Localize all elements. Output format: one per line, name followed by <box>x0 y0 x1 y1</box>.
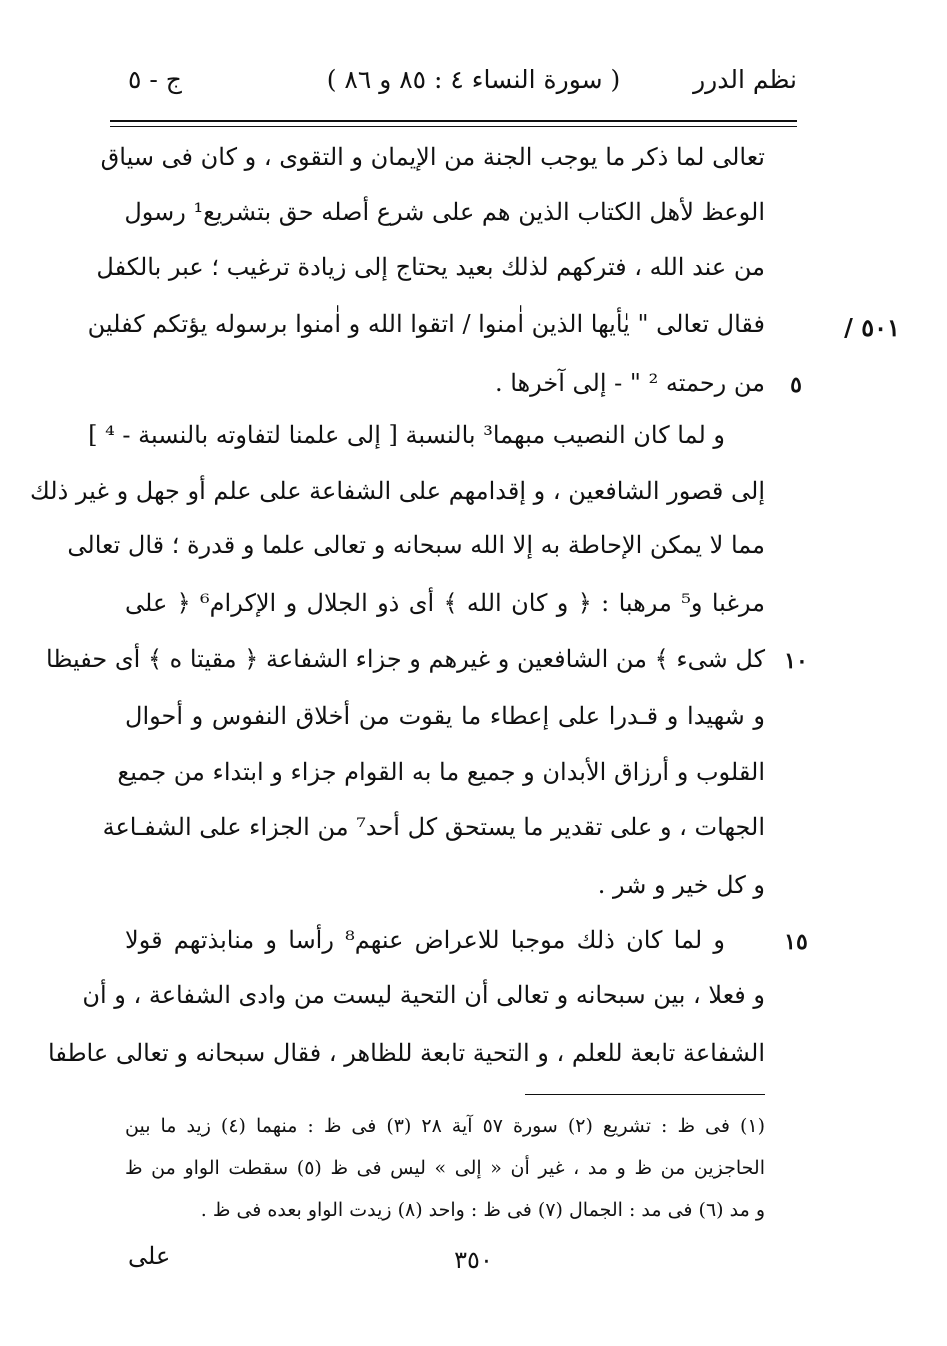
book-title: نظم الدرر <box>693 65 797 94</box>
line-number: ١٠ <box>784 648 808 674</box>
volume-number: ج - ٥ <box>128 65 182 94</box>
header-rule-thin <box>110 126 797 127</box>
catchword: على <box>128 1242 171 1270</box>
text-line: و فعلا ، بين سبحانه و تعالى أن التحية ليست من وادى الشفاعة ، و أن <box>82 981 765 1009</box>
text-line: مما لا يمكن الإحاطة به إلا الله سبحانه و تعالى علما و قدرة ؛ قال تعالى <box>67 531 765 559</box>
text-line: الشفاعة تابعة للعلم ، و التحية تابعة للظاهر ، فقال سبحانه و تعالى عاطفا <box>48 1039 765 1067</box>
text-line: و كل خير و شر . <box>597 871 765 899</box>
text-line: من رحمته ² " - إلى آخرها . <box>494 369 765 397</box>
text-line: من عند الله ، فتركهم لذلك بعيد يحتاج إلى زيادة ترغيب ؛ عبر بالكفل <box>96 253 765 281</box>
footnote-line: و مد (٦) فى مد : الجمال (٧) فى ظ : واحد (٨) زيدت الواو بعده فى ظ . <box>200 1199 765 1221</box>
header-rule <box>110 120 797 122</box>
text-line: الجهات ، و على تقدير ما يستحق كل أحد⁷ من الجزاء على الشفـاعة <box>102 813 765 841</box>
text-line: فقال تعالى " يٰأيها الذين اٰمنوا / اتقوا الله و اٰمنوا برسوله يؤتكم كفلين <box>87 310 765 338</box>
text-line: مرغبا و⁵ مرهبا : ﴿ و كان الله ﴾ أى ذو الجلال و الإكرام⁶ ﴿ على <box>125 589 766 617</box>
text-line: كل شىء ﴾ من الشافعين و غيرهم و جزاء الشفاعة ﴿ مقيتا ه ﴾ أى حفيظا <box>46 645 765 673</box>
footnote-line: الحاجزين من ظ و مد ، غير أن « إلى » ليس فى ظ (٥) سقطت الواو من ظ <box>125 1157 765 1179</box>
footnote-rule <box>525 1094 765 1095</box>
text-line: الوعظ لأهل الكتاب الذين هم على شرع أصله حق بتشريع¹ رسول <box>124 198 765 226</box>
text-line: تعالى لما ذكر ما يوجب الجنة من الإيمان و التقوى ، و كان فى سياق <box>100 143 765 171</box>
text-line: إلى قصور الشافعين ، و إقدامهم على الشفاعة على علم أو جهل و غير ذلك <box>30 477 765 505</box>
footnote-line: (١) فى ظ : تشريع (٢) سورة ٥٧ آية ٢٨ (٣) فى ظ : منهما (٤) زيد ما بين <box>125 1115 766 1137</box>
line-number: ٥ <box>790 372 802 398</box>
page-number: ٣٥٠ <box>454 1246 493 1274</box>
text-line: و شهيدا و قـدرا على إعطاء ما يقوت من أخلاق النفوس و أحوال <box>125 702 765 730</box>
text-line: و لما كان النصيب مبهما³ بالنسبة [ إلى علمنا لتفاوته بالنسبة - ⁴ ] <box>88 421 725 449</box>
text-line: و لما كان ذلك موجبا للاعراض عنهم⁸ رأسا و منابذتهم قولا <box>125 926 725 954</box>
surah-reference: ( سورة النساء ٤ : ٨٥ و ٨٦ ) <box>326 65 621 94</box>
text-line: القلوب و أرزاق الأبدان و جميع ما به القوام جزاء و ابتداء من جميع <box>117 758 765 786</box>
line-number: ١٥ <box>784 929 808 955</box>
margin-page-mark: ٥٠١ / <box>844 313 900 342</box>
